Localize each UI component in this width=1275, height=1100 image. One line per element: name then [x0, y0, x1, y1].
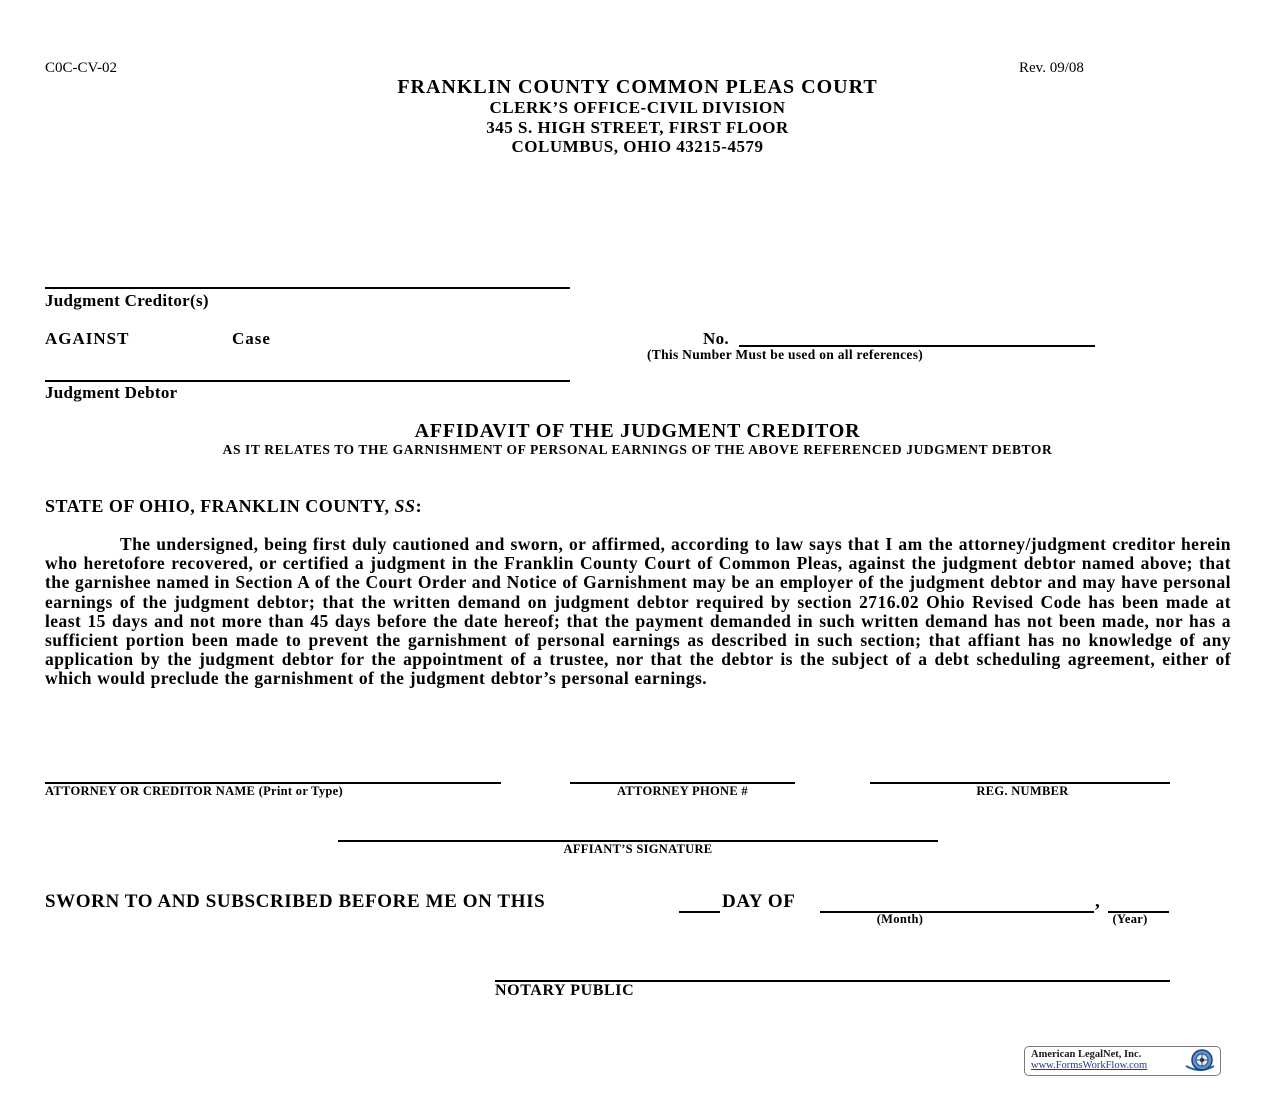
reg-number-label: REG. NUMBER	[976, 784, 1069, 798]
case-label: Case	[232, 329, 271, 348]
publisher-name: American LegalNet, Inc.	[1031, 1049, 1142, 1060]
affiant-signature-label: AFFIANT’S SIGNATURE	[563, 842, 713, 856]
court-street-address: 345 S. HIGH STREET, FIRST FLOOR	[486, 117, 789, 137]
creditor-name-line[interactable]	[45, 287, 570, 289]
venue-colon: :	[415, 496, 423, 516]
court-city-address: COLUMBUS, OHIO 43215-4579	[511, 137, 764, 156]
publisher-logo	[1024, 1046, 1221, 1076]
against-label: AGAINST	[45, 329, 130, 348]
year-label: (Year)	[1112, 912, 1148, 926]
affidavit-title: AFFIDAVIT OF THE JUDGMENT CREDITOR	[414, 420, 861, 442]
case-number-note: (This Number Must be used on all references)	[647, 347, 924, 362]
attorney-name-label: ATTORNEY OR CREDITOR NAME (Print or Type)	[45, 784, 343, 798]
day-of-label: DAY OF	[722, 891, 796, 912]
day-line[interactable]	[679, 911, 720, 913]
clerk-office: CLERK’S OFFICE-CIVIL DIVISION	[489, 98, 786, 117]
attorney-phone-label: ATTORNEY PHONE #	[617, 784, 748, 798]
creditor-label: Judgment Creditor(s)	[45, 291, 209, 310]
notary-label: NOTARY PUBLIC	[495, 982, 635, 999]
form-code: C0C-CV-02	[45, 60, 117, 76]
affidavit-subtitle: AS IT RELATES TO THE GARNISHMENT OF PERSONAL EARNINGS OF THE ABOVE REFERENCED JUDGMENT DEBTOR	[222, 442, 1053, 457]
month-label: (Month)	[876, 912, 924, 926]
debtor-label: Judgment Debtor	[45, 383, 178, 402]
venue-statement	[45, 496, 422, 517]
venue-ss: SS	[394, 496, 416, 516]
revision-date: Rev. 09/08	[1019, 60, 1084, 76]
case-number-label: No.	[703, 329, 729, 348]
globe-icon	[1183, 1048, 1217, 1074]
debtor-name-line[interactable]	[45, 380, 570, 382]
affidavit-body: The undersigned, being first duly cautioned and sworn, or affirmed, according to law says that I am the attorney/judgment creditor herein who heretofore recovered, or certified a judgment in the Franklin County Court of Common Pleas, against the judgment debtor named above; that the garnishee named in Section A of the Court Order and Notice of Garnishment may be an employer of the judgment debtor and may have personal earnings of the judgment debtor; that the written demand on judgment debtor required by section 2716.02 Ohio Revised Code has been made at least 15 days and not more than 45 days before the date hereof; that the payment demanded in such written demand has not been made, nor has a sufficient portion been made to prevent the garnishment of personal earnings as described in such section; that affiant has no knowledge of any application by the judgment debtor for the appointment of a trustee, nor that the debtor is the subject of a debt scheduling agreement, either of which would preclude the garnishment of the judgment debtor’s personal earnings.	[45, 534, 1231, 689]
court-name: FRANKLIN COUNTY COMMON PLEAS COURT	[397, 76, 878, 98]
date-comma: ,	[1095, 891, 1100, 912]
court-header	[0, 76, 1275, 157]
publisher-url-link[interactable]: www.FormsWorkFlow.com	[1031, 1060, 1148, 1071]
venue-text: STATE OF OHIO, FRANKLIN COUNTY,	[45, 496, 395, 516]
sworn-statement: SWORN TO AND SUBSCRIBED BEFORE ME ON THIS	[45, 891, 546, 912]
